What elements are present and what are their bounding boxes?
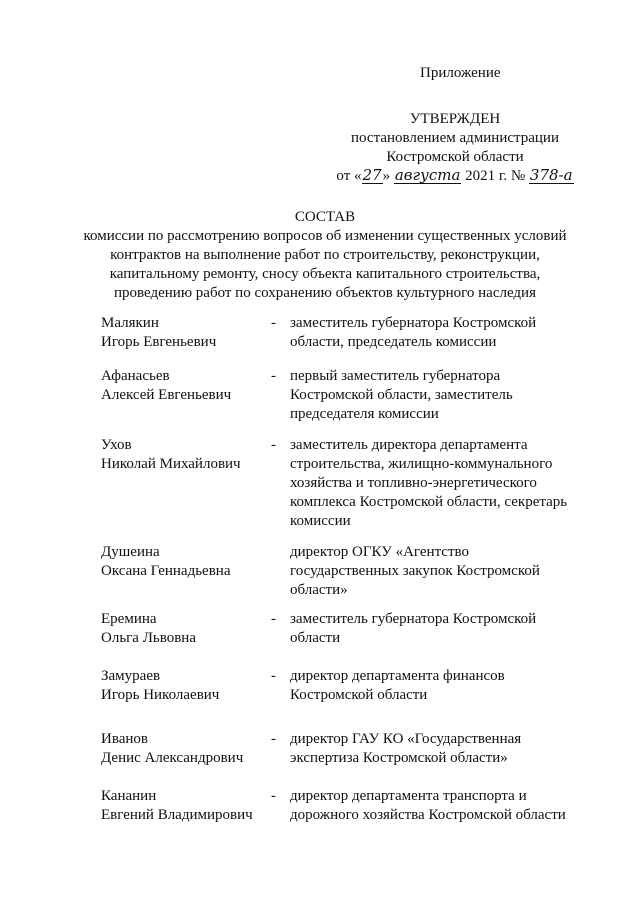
member-role [290, 667, 580, 705]
title-line-3: капитальному ремонту, сносу объекта капитального строительства, [109, 266, 541, 282]
member-given-names: Денис Александрович [101, 750, 244, 766]
member-dash: - [271, 611, 276, 627]
member-name [101, 787, 261, 825]
title-heading: СОСТАВ [294, 209, 356, 225]
member-name [101, 436, 261, 474]
role-line: председателя комиссии [290, 406, 439, 422]
role-line: хозяйства и топливно-энергетического [290, 475, 537, 491]
member-name [101, 367, 261, 405]
role-line: заместитель губернатора Костромской [290, 611, 537, 627]
date-mid: » [382, 168, 391, 184]
role-line: директор ОГКУ «Агентство [290, 544, 469, 560]
role-line: строительства, жилищно-коммунального [290, 456, 553, 472]
date-number: 378-а [529, 166, 573, 184]
member-given-names: Ольга Львовна [101, 630, 196, 646]
member-given-names: Оксана Геннадьевна [101, 563, 231, 579]
member-role [290, 367, 580, 424]
appendix-label: Приложение [420, 65, 501, 81]
role-line: заместитель губернатора Костромской [290, 315, 537, 331]
member-given-names: Николай Михайлович [101, 456, 241, 472]
role-line: области, председатель комиссии [290, 334, 497, 350]
role-line: государственных закупок Костромской [290, 563, 540, 579]
role-line: заместитель директора департамента [290, 437, 528, 453]
member-dash: - [271, 668, 276, 684]
date-month: августа [394, 166, 461, 184]
date-prefix: от « [336, 168, 362, 184]
member-given-names: Игорь Евгеньевич [101, 334, 217, 350]
member-name [101, 667, 261, 705]
approval-block [330, 110, 580, 186]
role-line: комиссии [290, 513, 351, 529]
member-surname: Малякин [101, 315, 159, 331]
member-surname: Еремина [101, 611, 157, 627]
member-given-names: Евгений Владимирович [101, 807, 253, 823]
role-line: первый заместитель губернатора [290, 368, 501, 384]
member-surname: Душеина [101, 544, 160, 560]
title-line-4: проведению работ по сохранению объектов культурного наследия [114, 285, 536, 301]
member-dash: - [271, 368, 276, 384]
role-line: области [290, 630, 341, 646]
member-surname: Иванов [101, 731, 148, 747]
role-line: директор департамента транспорта и [290, 788, 527, 804]
role-line: Костромской области [290, 687, 428, 703]
member-surname: Кананин [101, 788, 157, 804]
role-line: директор департамента финансов [290, 668, 505, 684]
member-name [101, 543, 261, 581]
member-dash: - [271, 731, 276, 747]
member-given-names: Алексей Евгеньевич [101, 387, 232, 403]
member-name [101, 314, 261, 352]
date-day: 27 [362, 166, 382, 184]
member-role [290, 314, 580, 352]
member-dash: - [271, 788, 276, 804]
member-dash: - [271, 437, 276, 453]
document-title [80, 208, 570, 303]
member-surname: Ухов [101, 437, 132, 453]
role-line: дорожного хозяйства Костромской области [290, 807, 566, 823]
member-surname: Афанасьев [101, 368, 170, 384]
member-name [101, 730, 261, 768]
role-line: комплекса Костромской области, секретарь [290, 494, 568, 510]
title-line-1: комиссии по рассмотрению вопросов об изменении существенных условий [83, 228, 567, 244]
member-given-names: Игорь Николаевич [101, 687, 220, 703]
role-line: Костромской области, заместитель [290, 387, 513, 403]
member-role [290, 436, 580, 531]
approval-date-line [330, 167, 580, 186]
approved-line-1: постановлением администрации [351, 130, 559, 146]
member-role [290, 543, 580, 600]
approved-title: УТВЕРЖДЕН [409, 111, 501, 127]
member-surname: Замураев [101, 668, 161, 684]
approved-line-2: Костромской области [386, 149, 524, 165]
role-line: экспертиза Костромской области» [290, 750, 508, 766]
role-line: директор ГАУ КО «Государственная [290, 731, 522, 747]
member-role [290, 730, 580, 768]
member-name [101, 610, 261, 648]
role-line: области» [290, 582, 348, 598]
member-role [290, 787, 580, 825]
title-line-2: контрактов на выполнение работ по строительству, реконструкции, [110, 247, 540, 263]
member-role [290, 610, 580, 648]
member-dash: - [271, 315, 276, 331]
date-year: 2021 г. № [465, 168, 526, 184]
